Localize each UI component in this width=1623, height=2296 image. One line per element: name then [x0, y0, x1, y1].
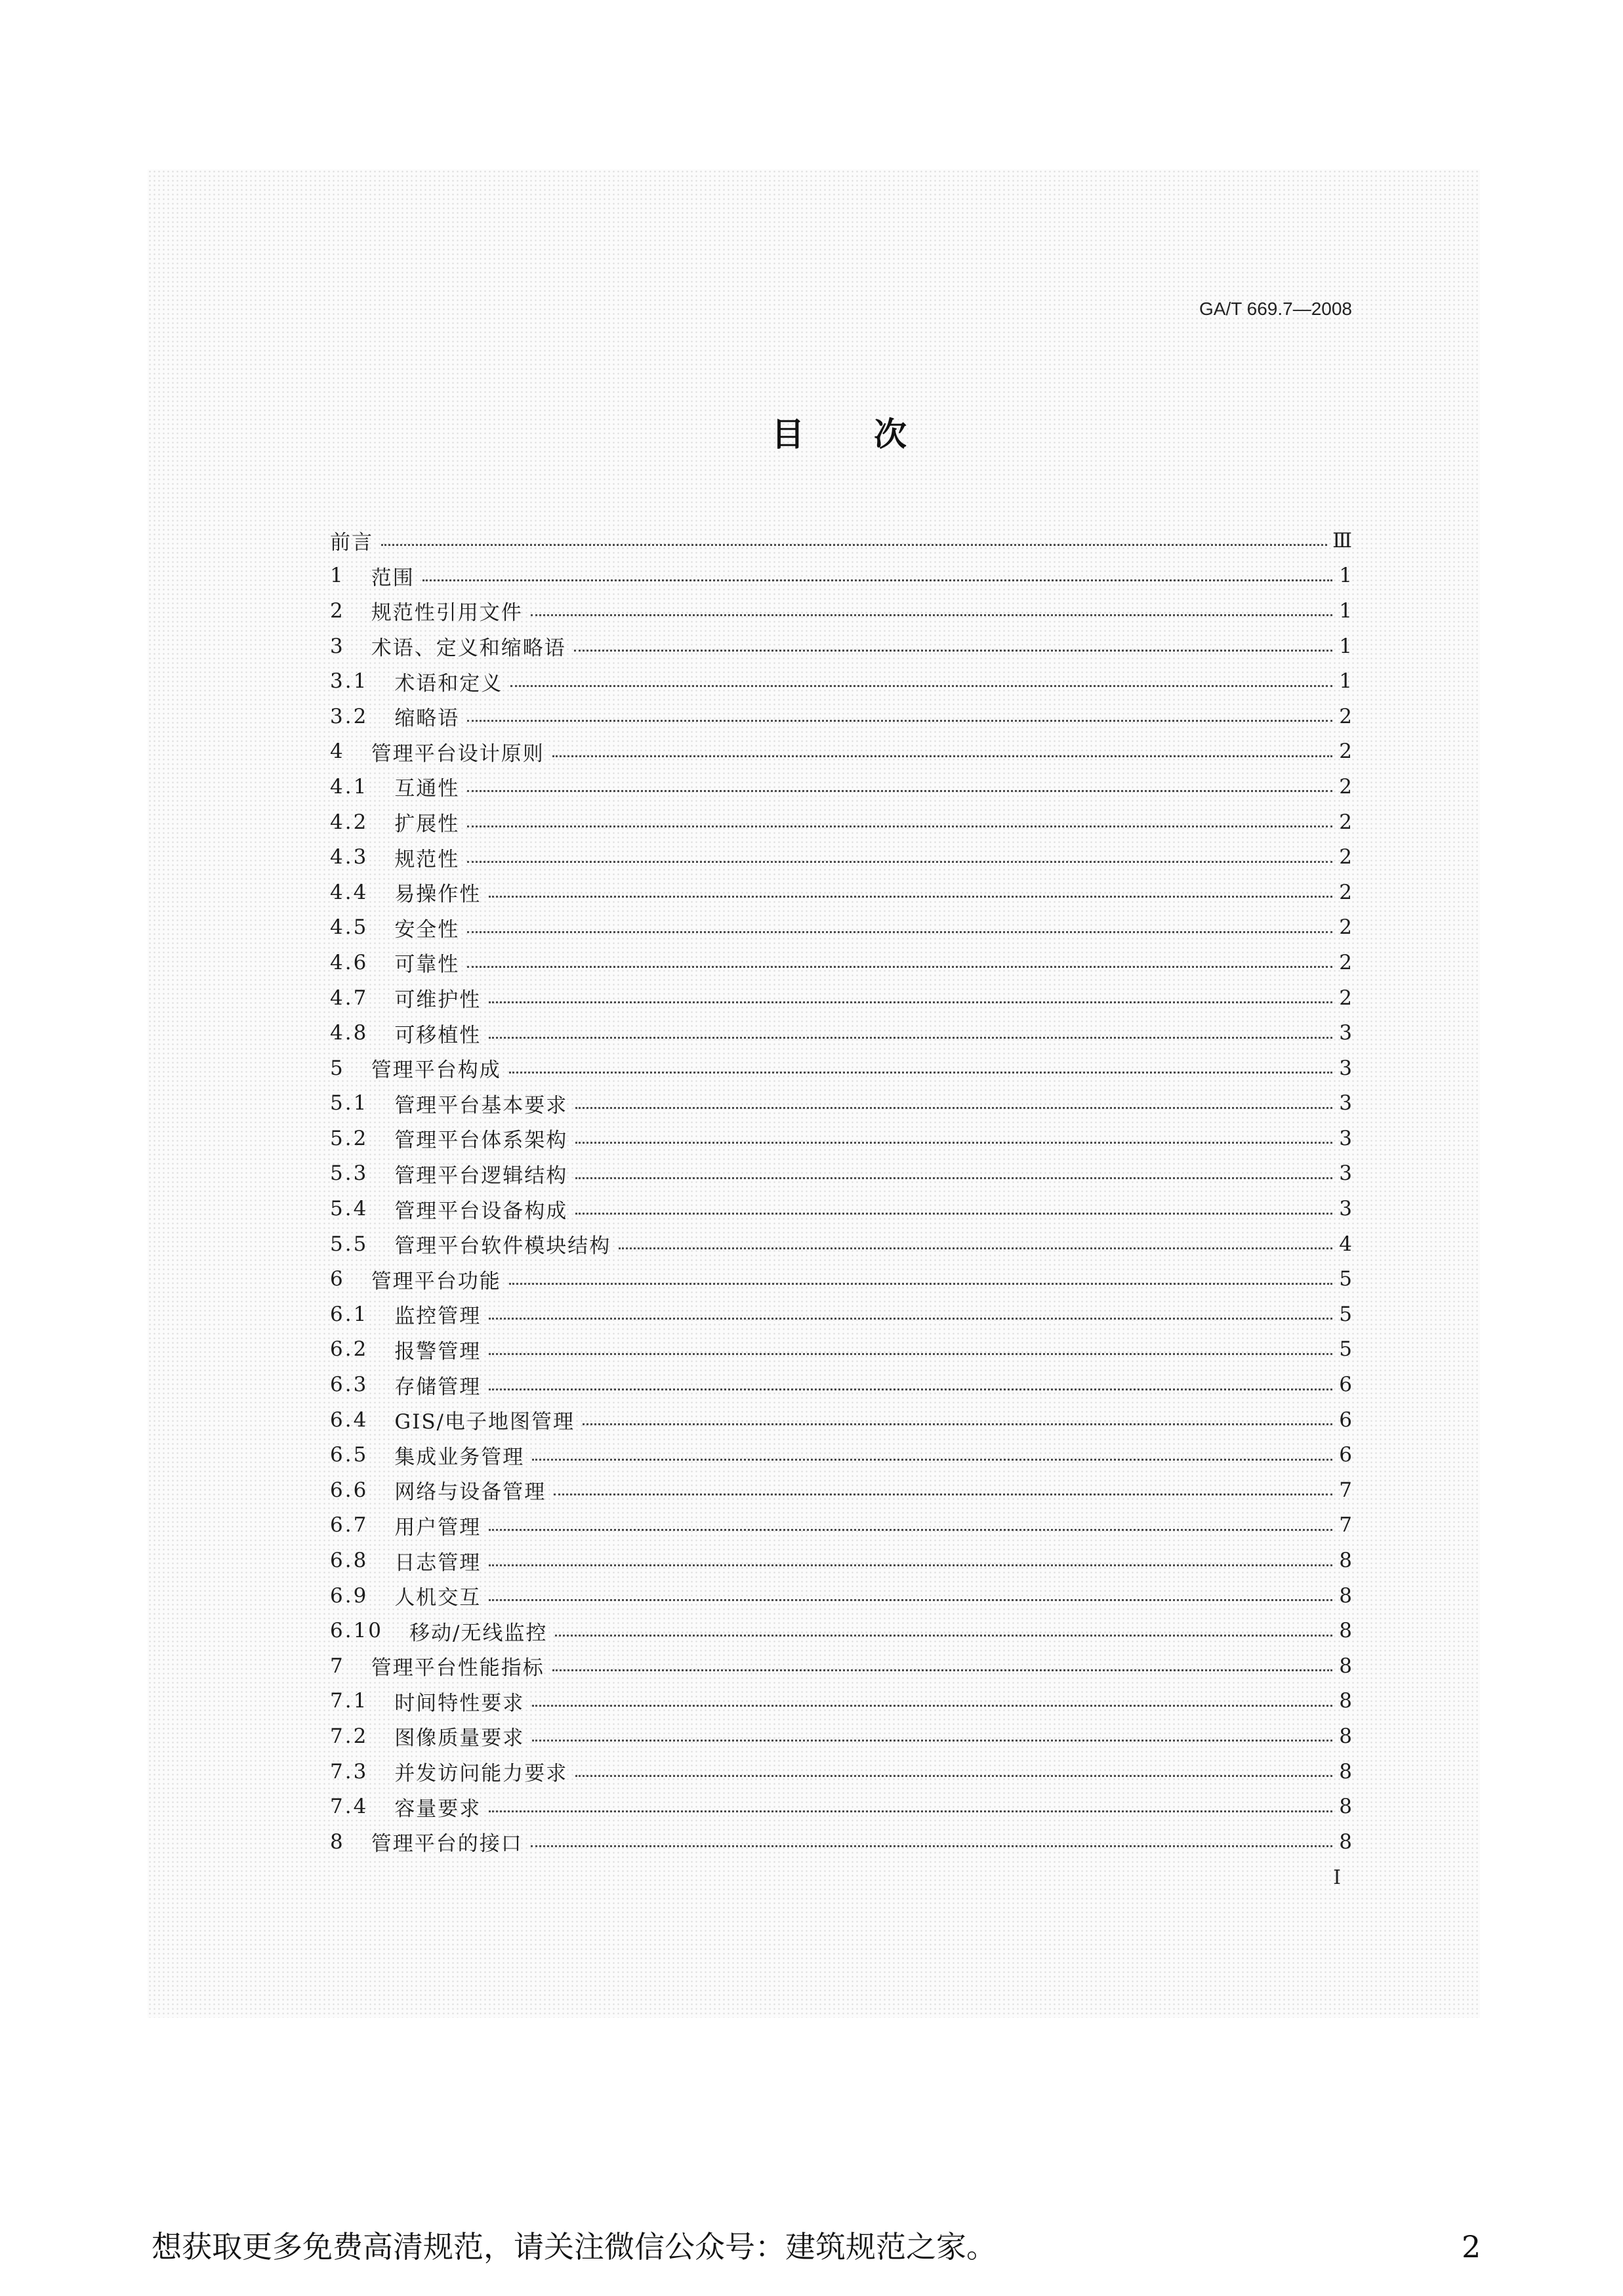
toc-entry — [330, 1437, 1352, 1472]
toc-entry — [330, 1015, 1352, 1051]
toc-entry-title: 管理平台性能指标 — [371, 1656, 544, 1680]
dot-leader — [532, 1459, 1332, 1461]
dot-leader — [489, 1564, 1332, 1566]
toc-entry-number: 5 — [330, 1056, 345, 1080]
toc-entry — [330, 1297, 1352, 1332]
toc-entry — [330, 1613, 1352, 1648]
toc-entry-number: 7 — [330, 1654, 345, 1678]
toc-entry — [330, 523, 1352, 558]
toc-entry-number: 4.3 — [330, 845, 369, 869]
toc-entry — [330, 1824, 1352, 1860]
toc-entry — [330, 875, 1352, 910]
toc-entry-title: 管理平台体系架构 — [394, 1129, 568, 1153]
toc-entry — [330, 1719, 1352, 1754]
toc-entry-number: 4 — [330, 740, 345, 764]
dot-leader — [531, 1845, 1332, 1847]
toc-entry-number: 4.7 — [330, 986, 369, 1010]
toc-entry-title: 扩展性 — [394, 812, 460, 837]
toc-entry-page: 5 — [1339, 1337, 1352, 1362]
toc-entry-number: 6.1 — [330, 1302, 369, 1326]
toc-entry-title: GIS/电子地图管理 — [394, 1410, 575, 1434]
toc-entry-title: 用户管理 — [394, 1515, 482, 1539]
toc-entry-title: 集成业务管理 — [394, 1445, 525, 1469]
dot-leader — [467, 861, 1332, 863]
toc-entry — [330, 804, 1352, 840]
dot-leader — [467, 931, 1332, 933]
toc-entry-title: 管理平台功能 — [371, 1269, 501, 1293]
toc-entry-title: 容量要求 — [394, 1797, 482, 1821]
toc-entry-title: 管理平台设计原则 — [371, 741, 544, 766]
dot-leader — [489, 1388, 1332, 1390]
toc-entry-number: 5.4 — [330, 1197, 369, 1221]
toc-entry — [330, 1332, 1352, 1367]
toc-entry-number: 6 — [330, 1267, 345, 1291]
toc-entry-page: 1 — [1339, 669, 1352, 694]
page-number: I — [1333, 1866, 1341, 1889]
toc-entry-page: 6 — [1339, 1408, 1352, 1432]
toc-entry-title: 管理平台构成 — [371, 1058, 501, 1083]
toc-entry-page: 2 — [1339, 810, 1352, 834]
toc-entry-page: 3 — [1339, 1091, 1352, 1116]
toc-entry-title: 监控管理 — [394, 1305, 482, 1329]
toc-entry-page: 7 — [1339, 1478, 1352, 1502]
toc-entry-title: 范围 — [371, 566, 415, 590]
dot-leader — [509, 1072, 1332, 1074]
toc-entry-title: 可靠性 — [394, 953, 460, 977]
toc-entry — [330, 1156, 1352, 1192]
toc-entry-title: 缩略语 — [394, 707, 460, 731]
toc-entry-number: 6.9 — [330, 1583, 369, 1608]
toc-entry-page: 1 — [1339, 634, 1352, 658]
toc-entry-title: 管理平台逻辑结构 — [394, 1163, 568, 1188]
toc-entry-page: 7 — [1339, 1513, 1352, 1537]
toc-entry — [330, 945, 1352, 980]
toc-entry-page: 8 — [1339, 1654, 1352, 1678]
toc-entry-title: 规范性 — [394, 847, 460, 871]
toc-entry-title: 时间特性要求 — [394, 1691, 525, 1715]
toc-entry — [330, 1121, 1352, 1156]
toc-entry-number: 2 — [330, 598, 345, 623]
dot-leader — [467, 790, 1332, 792]
dot-leader — [583, 1423, 1332, 1425]
toc-entry-title: 人机交互 — [394, 1586, 482, 1610]
toc-entry-number: 6.8 — [330, 1549, 369, 1573]
toc-entry-number: 6.10 — [330, 1619, 384, 1643]
toc-entry-number: 3.1 — [330, 669, 369, 694]
toc-entry — [330, 1754, 1352, 1789]
dot-leader — [381, 544, 1327, 546]
toc-entry-title: 互通性 — [394, 777, 460, 801]
dot-leader — [422, 579, 1332, 581]
toc-entry — [330, 663, 1352, 699]
toc-entry-title: 日志管理 — [394, 1551, 482, 1575]
footer-page-number: 2 — [1462, 2229, 1481, 2265]
toc-entry-number: 4.8 — [330, 1021, 369, 1045]
standard-code: GA/T 669.7—2008 — [1199, 299, 1352, 319]
toc-entry — [330, 1051, 1352, 1086]
toc-entry-page: 2 — [1339, 704, 1352, 728]
dot-leader — [574, 650, 1332, 652]
dot-leader — [489, 1529, 1332, 1531]
toc-entry — [330, 1578, 1352, 1614]
dot-leader — [575, 1142, 1332, 1144]
toc-entry — [330, 558, 1352, 594]
toc-entry — [330, 1684, 1352, 1719]
toc-entry-title: 并发访问能力要求 — [394, 1762, 568, 1786]
page-title: 目 次 — [771, 415, 925, 453]
toc-entry-page: 5 — [1339, 1302, 1352, 1326]
toc-entry — [330, 1261, 1352, 1297]
dot-leader — [575, 1177, 1332, 1179]
dot-leader — [489, 896, 1332, 898]
toc-entry-page: 1 — [1339, 564, 1352, 588]
toc-entry-title: 可维护性 — [394, 988, 482, 1012]
toc-entry-page: 8 — [1339, 1795, 1352, 1819]
toc-entry-number: 4.6 — [330, 950, 369, 974]
toc-entry-page: 1 — [1339, 598, 1352, 623]
toc-entry-page: 2 — [1339, 880, 1352, 904]
toc-entry-title: 可移植性 — [394, 1023, 482, 1047]
toc-entry-title: 术语和定义 — [394, 671, 503, 696]
toc-entry-title: 网络与设备管理 — [394, 1480, 546, 1505]
toc-entry-number: 4.2 — [330, 810, 369, 834]
footer-notice: 想获取更多免费高清规范，请关注微信公众号：建筑规范之家。 — [152, 2229, 996, 2265]
toc-entry-page: 3 — [1339, 1021, 1352, 1045]
dot-leader — [509, 1283, 1332, 1285]
toc-entry-page: 2 — [1339, 986, 1352, 1010]
toc-entry-number: 4.1 — [330, 774, 369, 799]
toc-entry-number: 3 — [330, 634, 345, 658]
toc-entry — [330, 910, 1352, 946]
dot-leader — [489, 1353, 1332, 1355]
toc-entry-page: 8 — [1339, 1829, 1352, 1854]
toc-entry — [330, 1543, 1352, 1578]
toc-entry-title: 报警管理 — [394, 1339, 482, 1364]
toc-entry-number: 5.1 — [330, 1091, 369, 1116]
toc-entry-number: 6.5 — [330, 1443, 369, 1467]
dot-leader — [575, 1213, 1332, 1215]
toc-entry-page: 8 — [1339, 1724, 1352, 1748]
dot-leader — [489, 1037, 1332, 1039]
dot-leader — [467, 720, 1332, 722]
toc-entry-title: 规范性引用文件 — [371, 601, 523, 625]
toc-entry-title: 前言 — [330, 531, 373, 555]
toc-entry-number: 8 — [330, 1829, 345, 1854]
toc-entry — [330, 1226, 1352, 1262]
toc-entry — [330, 1508, 1352, 1543]
dot-leader — [467, 825, 1332, 827]
toc-entry — [330, 1472, 1352, 1508]
toc-entry-page: 6 — [1339, 1373, 1352, 1397]
toc-entry-page: 3 — [1339, 1161, 1352, 1186]
dot-leader — [552, 755, 1332, 757]
toc-entry-page: 3 — [1339, 1197, 1352, 1221]
toc-entry-title: 管理平台基本要求 — [394, 1093, 568, 1117]
dot-leader — [554, 1493, 1332, 1495]
toc-entry-title: 管理平台设备构成 — [394, 1199, 568, 1223]
toc-entry-page: 8 — [1339, 1619, 1352, 1643]
dot-leader — [552, 1669, 1332, 1671]
toc-entry — [330, 699, 1352, 734]
toc-entry-title: 安全性 — [394, 917, 460, 942]
dot-leader — [489, 1810, 1332, 1812]
toc-entry-title: 管理平台软件模块结构 — [394, 1234, 611, 1259]
toc-entry-number: 6.3 — [330, 1373, 369, 1397]
toc-entry-title: 易操作性 — [394, 883, 482, 907]
toc-entry-page: Ⅲ — [1332, 528, 1352, 553]
toc-entry-page: 8 — [1339, 1689, 1352, 1713]
toc-entry-number: 4.5 — [330, 915, 369, 940]
toc-entry-number: 7.2 — [330, 1724, 369, 1748]
toc-entry-number: 7.4 — [330, 1795, 369, 1819]
toc-entry-page: 2 — [1339, 950, 1352, 974]
toc-entry-title: 图像质量要求 — [394, 1726, 525, 1751]
toc-entry-number: 5.5 — [330, 1232, 369, 1256]
toc-entry — [330, 1191, 1352, 1226]
dot-leader — [575, 1107, 1332, 1109]
toc-entry — [330, 1367, 1352, 1402]
toc-entry — [330, 593, 1352, 629]
toc-entry-page: 5 — [1339, 1267, 1352, 1291]
toc-entry-number: 5.3 — [330, 1161, 369, 1186]
toc-entry-number: 7.1 — [330, 1689, 369, 1713]
dot-leader — [489, 1001, 1332, 1003]
toc-entry-page: 3 — [1339, 1056, 1352, 1080]
dot-leader — [531, 614, 1332, 616]
toc-entry — [330, 1648, 1352, 1684]
toc-entry-page: 4 — [1339, 1232, 1352, 1256]
toc-entry-page: 6 — [1339, 1443, 1352, 1467]
toc-entry-number: 4.4 — [330, 880, 369, 904]
toc-entry-page: 8 — [1339, 1759, 1352, 1784]
toc-entry-number: 5.2 — [330, 1126, 369, 1150]
toc-entry-page: 2 — [1339, 740, 1352, 764]
toc-entry-number: 7.3 — [330, 1759, 369, 1784]
toc-entry-number: 1 — [330, 564, 345, 588]
toc-entry — [330, 769, 1352, 804]
dot-leader — [467, 966, 1332, 968]
dot-leader — [532, 1740, 1332, 1742]
toc-entry — [330, 980, 1352, 1016]
toc-entry-number: 6.7 — [330, 1513, 369, 1537]
toc-entry-page: 2 — [1339, 845, 1352, 869]
toc-entry-number: 6.2 — [330, 1337, 369, 1362]
toc-entry-number: 3.2 — [330, 704, 369, 728]
toc-entry-page: 3 — [1339, 1126, 1352, 1150]
dot-leader — [510, 685, 1332, 687]
toc-entry-number: 6.4 — [330, 1408, 369, 1432]
dot-leader — [489, 1599, 1332, 1601]
toc-entry-title: 存储管理 — [394, 1375, 482, 1399]
dot-leader — [555, 1635, 1332, 1637]
toc-entry — [330, 1402, 1352, 1438]
dot-leader — [489, 1318, 1332, 1320]
dot-leader — [575, 1775, 1332, 1777]
toc-entry — [330, 839, 1352, 875]
toc-entry — [330, 1086, 1352, 1121]
toc-entry-title: 术语、定义和缩略语 — [371, 637, 566, 661]
toc-entry-number: 6.6 — [330, 1478, 369, 1502]
toc-entry-page: 2 — [1339, 774, 1352, 799]
toc-entry — [330, 734, 1352, 770]
toc-entry-page: 2 — [1339, 915, 1352, 940]
toc-entry-title: 管理平台的接口 — [371, 1832, 523, 1856]
dot-leader — [619, 1247, 1332, 1249]
toc-entry — [330, 1789, 1352, 1824]
dot-leader — [532, 1705, 1332, 1707]
toc-entry — [330, 629, 1352, 664]
toc-entry-page: 8 — [1339, 1583, 1352, 1608]
toc-entry-title: 移动/无线监控 — [409, 1621, 548, 1645]
table-of-contents — [330, 523, 1352, 1860]
toc-entry-page: 8 — [1339, 1549, 1352, 1573]
